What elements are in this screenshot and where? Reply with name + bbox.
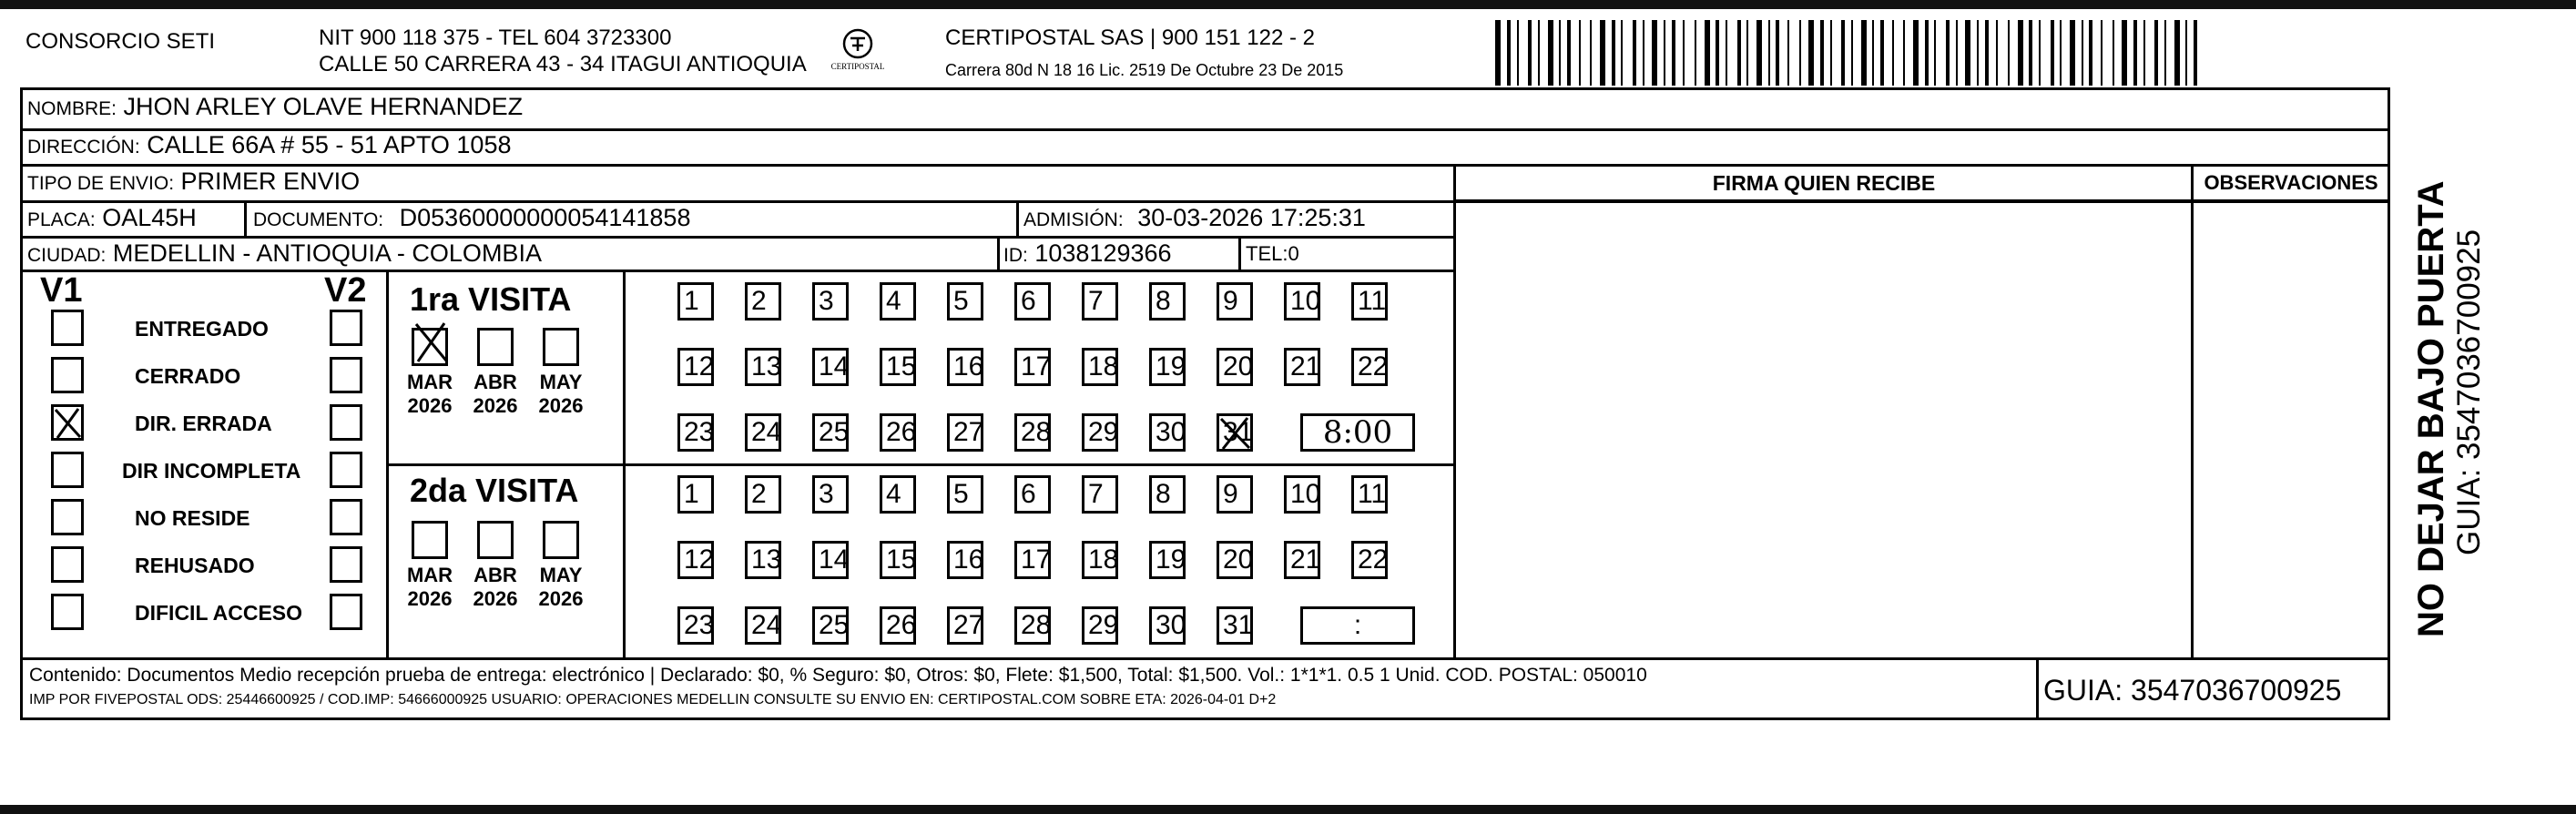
barcode-bar bbox=[1861, 20, 1867, 86]
carrier-license: Carrera 80d N 18 16 Lic. 2519 De Octubre 23 De 2015 bbox=[945, 61, 1344, 79]
content-line: Contenido: Documentos Medio recepción prueba de entrega: electrónico | Declarado: $0, % Seguro: $0, Otros: $0, Flete: $1,500, Total: $1,500. Vol.: 1*1*1. 0.5 1 Unid. COD. POSTAL: 050010 bbox=[29, 665, 1647, 686]
bottom-edge bbox=[0, 805, 2576, 814]
barcode-bar bbox=[1746, 20, 1748, 86]
shipment-type-label: TIPO DE ENVIO: bbox=[27, 173, 175, 194]
day-box: 1 bbox=[677, 282, 714, 321]
barcode-bar bbox=[1517, 20, 1519, 86]
barcode-bar bbox=[1946, 20, 1950, 86]
id-label: ID: bbox=[1003, 245, 1028, 266]
barcode-bar bbox=[1892, 20, 1894, 86]
barcode-bar bbox=[1683, 20, 1685, 86]
day-box: 4 bbox=[880, 475, 916, 514]
month-checkbox bbox=[543, 328, 579, 366]
barcode-bar bbox=[2089, 20, 2092, 86]
day-box: 26 bbox=[880, 413, 916, 452]
day-box: 17 bbox=[1014, 541, 1051, 579]
day-box: 21 bbox=[1284, 541, 1320, 579]
day-box: 9 bbox=[1217, 282, 1253, 321]
document-label: DOCUMENTO: bbox=[253, 209, 384, 230]
barcode-bar bbox=[1726, 20, 1727, 86]
plate: OAL45H bbox=[102, 204, 197, 231]
document-number: D05360000000054141858 bbox=[399, 204, 691, 231]
day-box: 10 bbox=[1284, 282, 1320, 321]
month-label: ABR 2026 bbox=[473, 564, 518, 610]
v1-checkbox bbox=[51, 452, 84, 488]
barcode-bar bbox=[1559, 20, 1561, 86]
day-box: 6 bbox=[1014, 475, 1051, 514]
barcode-bar bbox=[1830, 20, 1832, 86]
day-box: 19 bbox=[1149, 541, 1186, 579]
time-box: 8:00 bbox=[1300, 413, 1415, 452]
imp-line: IMP POR FIVEPOSTAL ODS: 25446600925 / COD.IMP: 54666000925 USUARIO: OPERACIONES MEDELLIN CONSULTE SU ENVIO EN: CERTIPOSTAL.COM SOBRE ETA: 2026-04-01 D+2 bbox=[29, 692, 1277, 707]
v1-checkbox bbox=[51, 310, 84, 346]
day-box: 15 bbox=[880, 348, 916, 386]
city-label: CIUDAD: bbox=[27, 245, 107, 266]
barcode-bar bbox=[2133, 20, 2137, 86]
day-box: 25 bbox=[812, 413, 849, 452]
day-box: 26 bbox=[880, 606, 916, 645]
month-checkbox bbox=[543, 521, 579, 559]
month-label: MAR 2026 bbox=[406, 564, 453, 610]
day-box: 9 bbox=[1217, 475, 1253, 514]
day-box: 5 bbox=[947, 475, 983, 514]
v1-label: V1 bbox=[40, 271, 83, 310]
day-box: 8 bbox=[1149, 475, 1186, 514]
day-box: 28 bbox=[1014, 413, 1051, 452]
v2-checkbox bbox=[330, 310, 362, 346]
month-checkbox bbox=[477, 328, 514, 366]
barcode-bar bbox=[1590, 20, 1592, 86]
state-label: ENTREGADO bbox=[135, 317, 269, 341]
barcode-bar bbox=[1996, 20, 1998, 86]
company-address: CALLE 50 CARRERA 43 - 34 ITAGUI ANTIOQUIA bbox=[319, 52, 807, 76]
barcode-bar bbox=[2101, 20, 2103, 86]
barcode-bar bbox=[1612, 20, 1615, 86]
day-box: 13 bbox=[745, 541, 781, 579]
admission-label: ADMISIÓN: bbox=[1023, 209, 1124, 230]
top-edge bbox=[0, 0, 2576, 9]
carrier-name: CERTIPOSTAL SAS | 900 151 122 - 2 bbox=[945, 25, 1315, 50]
month-check-mark bbox=[413, 321, 450, 364]
day-box: 24 bbox=[745, 606, 781, 645]
day-box: 20 bbox=[1217, 541, 1253, 579]
day-box: 12 bbox=[677, 348, 714, 386]
day-box: 8 bbox=[1149, 282, 1186, 321]
month-label: MAY 2026 bbox=[538, 564, 584, 610]
second-visit-title: 2da VISITA bbox=[410, 472, 579, 509]
day-box: 18 bbox=[1082, 348, 1118, 386]
state-label: DIFICIL ACCESO bbox=[135, 601, 303, 625]
barcode-bar bbox=[2143, 20, 2145, 86]
barcode-bar bbox=[1495, 20, 1501, 86]
barcode-bar bbox=[1633, 20, 1636, 86]
plate-label: PLACA: bbox=[27, 209, 96, 230]
day-box: 22 bbox=[1351, 348, 1388, 386]
barcode-bar bbox=[1621, 20, 1623, 86]
barcode-bar bbox=[1507, 20, 1511, 86]
barcode-bar bbox=[1672, 20, 1675, 86]
day-box: 5 bbox=[947, 282, 983, 321]
day-box: 11 bbox=[1351, 282, 1388, 321]
state-label: DIR. ERRADA bbox=[135, 412, 272, 435]
barcode-bar bbox=[1768, 20, 1770, 86]
id-number: 1038129366 bbox=[1034, 239, 1172, 267]
barcode-bar bbox=[2164, 20, 2166, 86]
state-label: CERRADO bbox=[135, 364, 241, 388]
certipostal-logo bbox=[825, 25, 891, 80]
v1-checkbox bbox=[51, 594, 84, 630]
barcode-bar bbox=[2154, 20, 2158, 86]
barcode-bar bbox=[2194, 20, 2197, 86]
barcode-bar bbox=[1538, 20, 1540, 86]
month-label: ABR 2026 bbox=[473, 371, 518, 417]
day-box: 14 bbox=[812, 348, 849, 386]
barcode-bar bbox=[2185, 20, 2187, 86]
day-box: 11 bbox=[1351, 475, 1388, 514]
day-box: 12 bbox=[677, 541, 714, 579]
observations-header: OBSERVACIONES bbox=[2204, 171, 2378, 194]
barcode-bar bbox=[1913, 20, 1919, 86]
barcode-bar bbox=[1664, 20, 1665, 86]
day-box: 2 bbox=[745, 475, 781, 514]
city: MEDELLIN - ANTIOQUIA - COLOMBIA bbox=[112, 239, 542, 267]
barcode-bar bbox=[1643, 20, 1644, 86]
barcode-bar bbox=[2018, 20, 2023, 86]
v2-label: V2 bbox=[324, 271, 367, 310]
barcode-bar bbox=[1872, 20, 1874, 86]
day-box: 23 bbox=[677, 413, 714, 452]
barcode-bar bbox=[2113, 20, 2114, 86]
barcode-bar bbox=[1820, 20, 1824, 86]
day-box: 6 bbox=[1014, 282, 1051, 321]
v2-checkbox bbox=[330, 499, 362, 535]
state-label: NO RESIDE bbox=[135, 506, 250, 530]
barcode-bar bbox=[1985, 20, 1989, 86]
day-box: 30 bbox=[1149, 413, 1186, 452]
barcode-bar bbox=[1934, 20, 1936, 86]
day-box: 17 bbox=[1014, 348, 1051, 386]
day-box: 2 bbox=[745, 282, 781, 321]
day-box: 20 bbox=[1217, 348, 1253, 386]
day-box: 15 bbox=[880, 541, 916, 579]
barcode-bar bbox=[1956, 20, 1958, 86]
barcode-bar bbox=[2051, 20, 2054, 86]
barcode-bar bbox=[1776, 20, 1779, 86]
barcode-bar bbox=[1600, 20, 1605, 86]
barcode-bar bbox=[1880, 20, 1884, 86]
day-box: 18 bbox=[1082, 541, 1118, 579]
barcode-bar bbox=[1787, 20, 1789, 86]
barcode-bar bbox=[1977, 20, 1979, 86]
barcode-bar bbox=[1737, 20, 1741, 86]
recipient-name: JHON ARLEY OLAVE HERNANDEZ bbox=[123, 93, 524, 120]
shipment-type: PRIMER ENVIO bbox=[180, 168, 361, 195]
v2-checkbox bbox=[330, 594, 362, 630]
barcode-bar bbox=[1567, 20, 1571, 86]
barcode-bar bbox=[1652, 20, 1657, 86]
barcode-bar bbox=[1925, 20, 1929, 86]
side-warning: NO DEJAR BAJO PUERTA bbox=[2411, 180, 2451, 637]
barcode-bar bbox=[2039, 20, 2041, 86]
barcode-bar bbox=[1965, 20, 1970, 86]
day-box: 1 bbox=[677, 475, 714, 514]
day-box: 29 bbox=[1082, 606, 1118, 645]
barcode-bar bbox=[1579, 20, 1581, 86]
company-name: CONSORCIO SETI bbox=[25, 29, 216, 54]
address-label: DIRECCIÓN: bbox=[27, 137, 140, 158]
v2-checkbox bbox=[330, 452, 362, 488]
svg-text:CERTIPOSTAL: CERTIPOSTAL bbox=[830, 62, 885, 71]
day-box: 14 bbox=[812, 541, 849, 579]
month-label: MAR 2026 bbox=[406, 371, 453, 417]
tel-value: 0 bbox=[1288, 242, 1299, 265]
barcode bbox=[1495, 20, 2205, 86]
barcode-bar bbox=[2008, 20, 2010, 86]
day-box: 7 bbox=[1082, 282, 1118, 321]
day-box: 22 bbox=[1351, 541, 1388, 579]
day-box: 24 bbox=[745, 413, 781, 452]
day-box: 3 bbox=[812, 475, 849, 514]
day-box: 31 bbox=[1217, 413, 1253, 452]
day-box: 21 bbox=[1284, 348, 1320, 386]
state-label: REHUSADO bbox=[135, 554, 255, 577]
company-nit: NIT 900 118 375 - TEL 604 3723300 bbox=[319, 25, 672, 50]
day-box: 31 bbox=[1217, 606, 1253, 645]
barcode-bar bbox=[2082, 20, 2083, 86]
barcode-bar bbox=[1695, 20, 1696, 86]
v2-checkbox bbox=[330, 357, 362, 393]
barcode-bar bbox=[1903, 20, 1905, 86]
barcode-bar bbox=[1528, 20, 1532, 86]
admission-date: 30-03-2026 17:25:31 bbox=[1137, 204, 1366, 231]
day-box: 19 bbox=[1149, 348, 1186, 386]
barcode-bar bbox=[1756, 20, 1762, 86]
name-label: NOMBRE: bbox=[27, 98, 117, 119]
barcode-bar bbox=[2122, 20, 2127, 86]
day-box: 16 bbox=[947, 348, 983, 386]
barcode-bar bbox=[1851, 20, 1853, 86]
day-box: 27 bbox=[947, 413, 983, 452]
month-label: MAY 2026 bbox=[538, 371, 584, 417]
barcode-bar bbox=[2070, 20, 2075, 86]
v2-checkbox bbox=[330, 404, 362, 441]
barcode-bar bbox=[2174, 20, 2180, 86]
day-box: 23 bbox=[677, 606, 714, 645]
side-guia: GUIA: 3547036700925 bbox=[2451, 229, 2487, 555]
time-box: : bbox=[1300, 606, 1415, 645]
recipient-address: CALLE 66A # 55 - 51 APTO 1058 bbox=[147, 131, 512, 158]
month-checkbox bbox=[412, 521, 448, 559]
signature-header: FIRMA QUIEN RECIBE bbox=[1712, 171, 1936, 195]
day-box: 25 bbox=[812, 606, 849, 645]
day-box: 4 bbox=[880, 282, 916, 321]
barcode-bar bbox=[2029, 20, 2032, 86]
barcode-bar bbox=[2060, 20, 2062, 86]
barcode-bar bbox=[1705, 20, 1710, 86]
v1-checkbox bbox=[51, 357, 84, 393]
day-box: 29 bbox=[1082, 413, 1118, 452]
first-visit-title: 1ra VISITA bbox=[410, 280, 572, 318]
v1-check-mark bbox=[53, 406, 84, 441]
v1-checkbox bbox=[51, 499, 84, 535]
tel-label: TEL: bbox=[1246, 242, 1288, 265]
day-box: 3 bbox=[812, 282, 849, 321]
day-box: 7 bbox=[1082, 475, 1118, 514]
day-box: 28 bbox=[1014, 606, 1051, 645]
day-box: 30 bbox=[1149, 606, 1186, 645]
day-box: 27 bbox=[947, 606, 983, 645]
day-box: 10 bbox=[1284, 475, 1320, 514]
day-box: 16 bbox=[947, 541, 983, 579]
barcode-bar bbox=[1808, 20, 1814, 86]
state-label: DIR INCOMPLETA bbox=[122, 459, 301, 483]
barcode-bar bbox=[1841, 20, 1845, 86]
v2-checkbox bbox=[330, 546, 362, 583]
barcode-bar bbox=[1716, 20, 1719, 86]
month-checkbox bbox=[477, 521, 514, 559]
day-box: 13 bbox=[745, 348, 781, 386]
barcode-bar bbox=[1799, 20, 1801, 86]
barcode-bar bbox=[1548, 20, 1553, 86]
day-check-mark bbox=[1218, 415, 1253, 452]
footer-guia: GUIA: 3547036700925 bbox=[2043, 674, 2342, 707]
v1-checkbox bbox=[51, 546, 84, 583]
